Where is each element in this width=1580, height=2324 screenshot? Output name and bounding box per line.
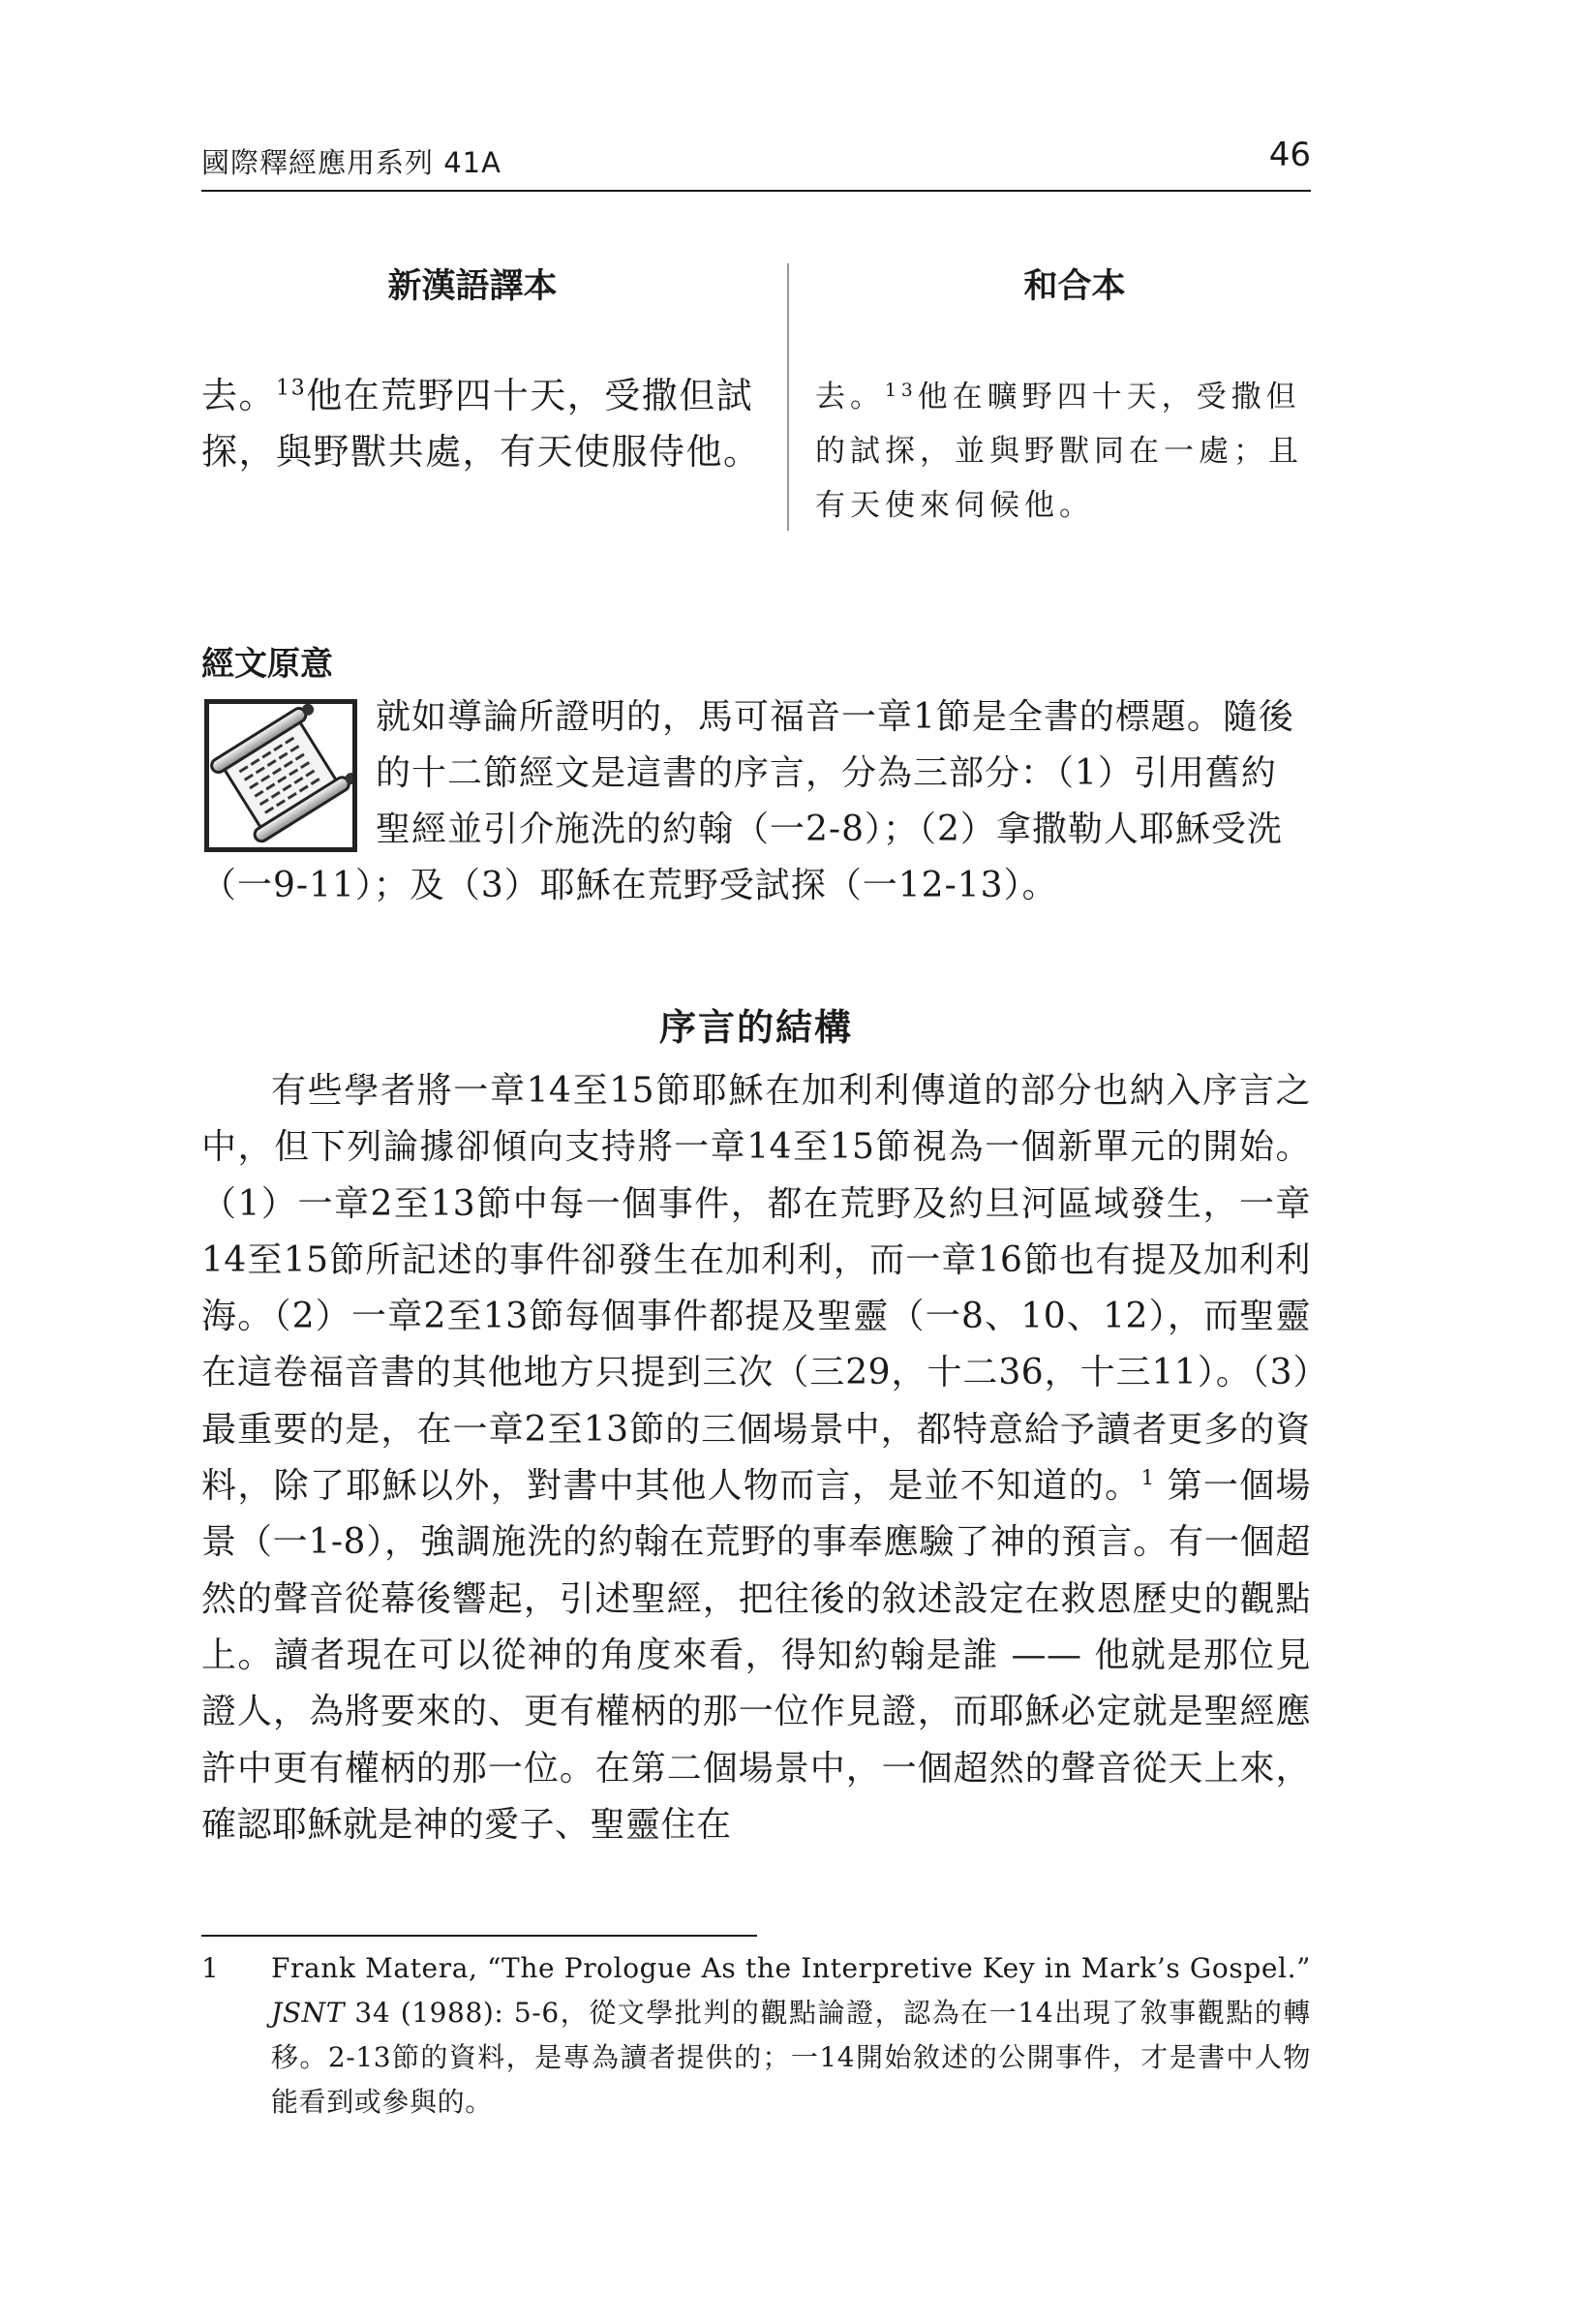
column-divider	[787, 263, 789, 531]
verse-number: 13	[276, 375, 307, 401]
union-version-title: 和合本	[1023, 267, 1126, 306]
running-header	[201, 136, 1311, 192]
journal-name: JSNT	[271, 1997, 345, 2029]
page-number: 46	[1268, 136, 1311, 174]
footnote-reference[interactable]: 1	[1140, 1466, 1155, 1491]
verse-number: 13	[885, 380, 918, 401]
new-chinese-version-title: 新漢語譯本	[387, 267, 558, 306]
footnote-rule	[201, 1935, 757, 1937]
footnote-text: Frank Matera, “The Prologue As the Interpretive Key in Mark’s Gospel.” JSNT 34 (1988): 5-6，從文學批判的觀點論證，認為在一14出現了敘事觀點的轉移。2-13節的資料，是專為讀者提供的；一14開始敘述的公開事件，才是書中人物能看到或參與的。	[271, 1952, 1311, 2118]
union-version-text: 去。$^{13}$他在曠野四十天，受撒但的試探，並與野獸同在一處；且有天使來伺候他。	[815, 380, 1303, 523]
section-heading-original-meaning: 經文原意	[201, 645, 333, 684]
structure-paragraph: 有些學者將一章14至15節耶穌在加利利傳道的部分也納入序言之中，但下列論據卻傾向支持將一章14至15節視為一個新單元的開始。（1）一章2至13節中每一個事件，都在荒野及約旦河區域發生，一章14至15節所記述的事件卻發生在加利利，而一章16節也有提及加利利海。（2）一章2至13節每個事件都提及聖靈（一8、10、12），而聖靈在這卷福音書的其他地方只提到三次（三29，十二36，十三11）。（3）最重要的是，在一章2至13節的三個場景中，都特意給予讀者更多的資料，除了耶穌以外，對書中其他人物而言，是並不知道的。$^1$ 第一個場景（一1-8），強調施洗的約翰在荒野的事奉應驗了神的預言。有一個超然的聲音從幕後響起，引述聖經，把往後的敘述設定在救恩歷史的觀點上。讀者現在可以從神的角度來看，得知約翰是誰 —— 他就是那位見證人，為將要來的、更有權柄的那一位作見證，而耶穌必定就是聖經應許中更有權柄的那一位。在第二個場景中，一個超然的聲音從天上來，確認耶穌就是神的愛子、聖靈住在	[201, 1071, 1311, 1845]
original-meaning-paragraph: 就如導論所證明的，馬可福音一章1節是全書的標題。隨後的十二節經文是這書的序言，分為三部分：（1）引用舊約聖經並引介施洗的約翰（一2-8）；（2）拿撒勒人耶穌受洗（一9-11）；及（3）耶穌在荒野受試探（一12-13）。	[201, 697, 1294, 905]
scroll-icon	[204, 699, 357, 852]
footnote-number: 1	[201, 1952, 219, 1984]
series-title: 國際釋經應用系列 41A	[201, 146, 501, 179]
structure-heading: 序言的結構	[658, 1006, 853, 1049]
new-chinese-version-text: 去。$^{13}$他在荒野四十天，受撒但試探，與野獸共處，有天使服侍他。	[201, 375, 761, 473]
